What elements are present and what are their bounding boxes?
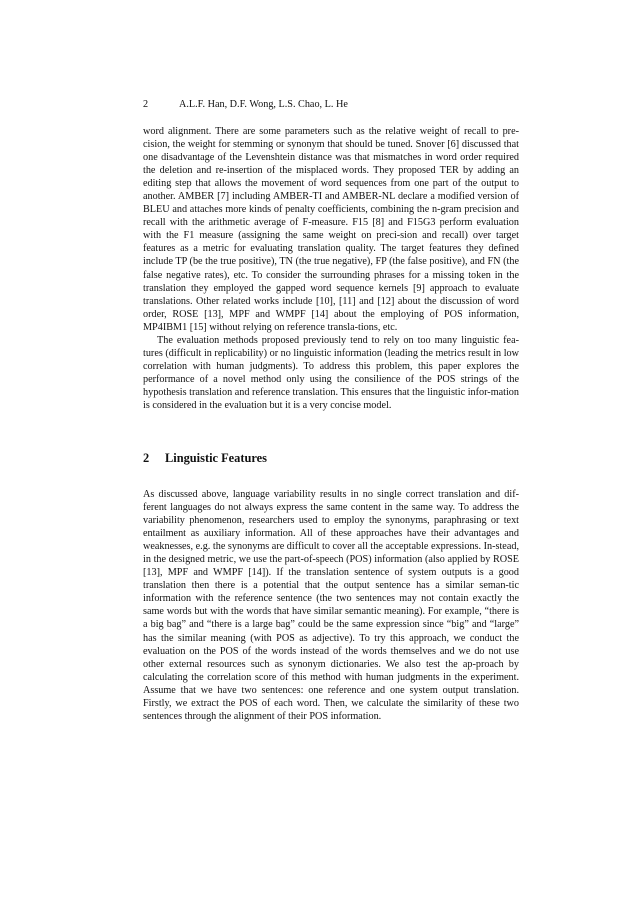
- paragraph: word alignment. There are some parameters such as the relative weight of recall to pre-cision, the weight for stemming or synonym that should be tuned. Snover [6] discussed that one disadvantage of the Levenshtein distance was that mismatches in word order required the deletion and re-insertion of the misplaced words. They proposed TER by adding an editing step that allows the movement of word sequences from one part of the output to another. AMBER [7] including AMBER-TI and AMBER-NL declare a modified version of BLEU and attaches more kinds of penalty coefficients, combining the n-gram precision and recall with the arithmetic average of F-measure. F15 [8] and F15G3 perform evaluation with the F1 measure (assigning the same weight on preci-sion and recall) over target features as a metric for evaluating translation quality. The target features they defined include TP (be the true positive), TN (the true negative), FP (the false positive), and FN (the false negative rates), etc. To consider the surrounding phrases for a missing token in the translation they employed the gapped word sequence kernels [9] approach to evaluate translations. Other related works include [10], [11] and [12] about the discussion of word order, ROSE [13], MPF and WMPF [14] about the employing of POS information, MP4IBM1 [15] without relying on reference transla-tions, etc.: [143, 126, 519, 333]
- paragraph: The evaluation methods proposed previously tend to rely on too many linguistic fea-tures (difficult in replicability) or no linguistic information (leading the metrics result in low correlation with human judgments). To address this problem, this paper explores the performance of a novel method only using the consilience of the POS strings of the hypothesis translation and reference translation. This ensures that the linguistic infor-mation is considered in the evaluation but it is a very concise model.: [143, 334, 519, 411]
- paragraph: As discussed above, language variability results in no single correct translation and dif-ferent languages do not always express the same content in the same way. To address the variability phenomenon, researchers used to employ the synonyms, paraphrasing or text entailment as auxiliary information. All of these approaches have their advantages and weaknesses, e.g. the synonyms are difficult to cover all the acceptable expressions. In-stead, in the designed metric, we use the part-of-speech (POS) information (also applied by ROSE [13], MPF and WMPF [14]). If the translation sentence of system outputs is a good translation then there is a potential that the output sentence has a similar seman-tic information with the reference sentence (the two sentences may not contain exactly the same words but with the words that have similar semantic meaning). For example, “there is a big bag” and “there is a large bag” could be the same expression since “big” and “large” has the similar meaning (with POS as adjective). To try this approach, we conduct the evaluation on the POS of the words instead of the words themselves and we do not use other external resources such as synonym dictionaries. We also test the ap-proach by calculating the correlation score of this method with human judgments in the experiment. Assume that we have two sentences: one reference and one system output translation. Firstly, we extract the POS of each word. Then, we calculate the similarity of these two sentences through the alignment of their POS information.: [143, 489, 519, 722]
- section-number: 2: [143, 451, 150, 465]
- section-title: Linguistic Features: [165, 451, 267, 465]
- section-text-block: [143, 488, 519, 723]
- page-number: 2: [143, 99, 149, 110]
- running-head-authors: A.L.F. Han, D.F. Wong, L.S. Chao, L. He: [179, 99, 348, 110]
- section-heading: [143, 451, 519, 466]
- intro-text-block: [143, 125, 519, 412]
- running-head: [143, 98, 523, 111]
